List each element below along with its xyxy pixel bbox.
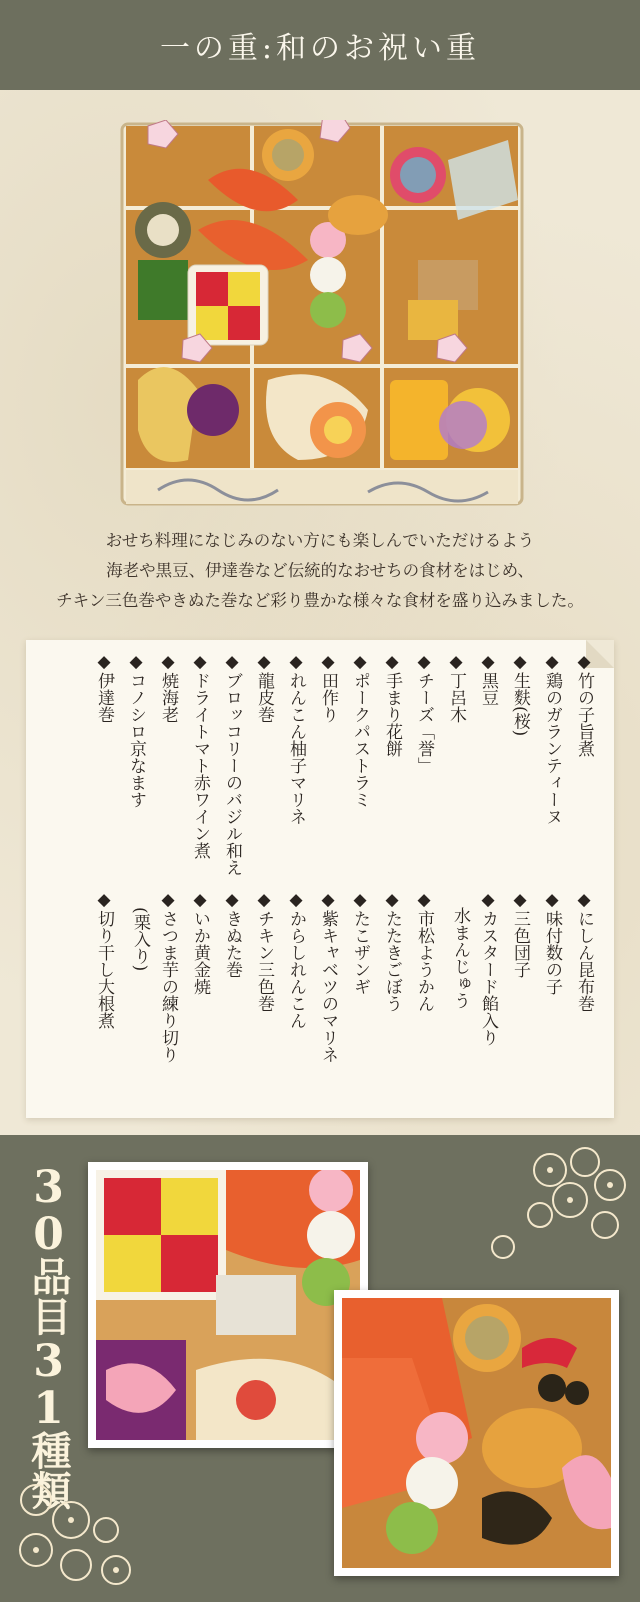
section-header: [0, 0, 640, 90]
menu-item: ◆さつま芋の練り切り: [158, 890, 178, 1063]
menu-item: ◆チキン三色巻: [254, 890, 274, 1012]
menu-item: ◆紫キャベツのマリネ: [318, 890, 338, 1063]
menu-item: ◆たたきごぼう: [382, 890, 402, 1012]
menu-item: ◆ブロッコリーのバジル和え: [222, 652, 242, 876]
menu-item: ◆カスタード餡入り: [478, 890, 498, 1046]
menu-item: ◆にしん昆布巻: [574, 890, 594, 1012]
intro-text: [20, 526, 620, 616]
menu-item: ◆龍皮巻: [254, 652, 274, 723]
sakura-icon: [510, 1140, 635, 1250]
menu-item: ◆生麩(桜): [510, 652, 530, 737]
sakura-icon: [6, 1470, 156, 1596]
menu-item: ◆ドライトマト赤ワイン煮: [190, 652, 210, 859]
items-label: 品目: [25, 1256, 72, 1336]
menu-item: ◆焼海老: [158, 652, 178, 723]
menu-item: ◆からしれんこん: [286, 890, 306, 1029]
menu-item: ◆れんこん柚子マリネ: [286, 652, 306, 825]
item-count: [16, 1162, 76, 1510]
closeup-photo-1: [88, 1162, 368, 1448]
kinds-label: 種類: [25, 1430, 72, 1510]
closeup-photo-2: [334, 1290, 619, 1576]
sakura-icon: [488, 1232, 518, 1262]
menu-item: ◆田作り: [318, 652, 338, 723]
menu-item: ◆たこザンギ: [350, 890, 370, 995]
jubako-photo: [118, 120, 526, 510]
menu-item: ◆コノシロ京なます: [126, 652, 146, 808]
menu-item: ◆鶏のガランティーヌ: [542, 652, 562, 825]
menu-item: ◆チーズ「誉」: [414, 652, 434, 774]
menu-item: ◆丁呂木: [446, 652, 466, 723]
menu-item: ◆竹の子旨煮: [574, 652, 594, 757]
menu-item: ◆切り干し大根煮: [94, 890, 114, 1029]
menu-item: ◆味付数の子: [542, 890, 562, 995]
menu-item: ◆手まり花餅: [382, 652, 402, 757]
intro-line: 海老や黒豆、伊達巻など伝統的なおせちの食材をはじめ、: [106, 561, 534, 580]
menu-item: ◆伊達巻: [94, 652, 114, 723]
menu-card: [26, 640, 614, 1118]
menu-item: ◆きぬた巻: [222, 890, 242, 978]
menu-item: 水まんじゅう: [450, 890, 470, 1009]
items-number: 30: [23, 1162, 74, 1256]
intro-line: チキン三色巻やきぬた巻など彩り豊かな様々な食材を盛り込みました。: [56, 591, 584, 610]
intro-line: おせち料理になじみのない方にも楽しんでいただけるよう: [105, 531, 535, 550]
menu-item: ◆三色団子: [510, 890, 530, 978]
section-title: 一の重:和のお祝い重: [159, 31, 481, 66]
menu-item: ◆黒豆: [478, 652, 498, 706]
menu-item: ◆いか黄金焼: [190, 890, 210, 995]
menu-item: ◆市松ようかん: [414, 890, 434, 1012]
menu-item: ◆ポークパストラミ: [350, 652, 370, 808]
menu-item: (栗入り): [130, 890, 150, 972]
kinds-number: 31: [23, 1336, 74, 1430]
